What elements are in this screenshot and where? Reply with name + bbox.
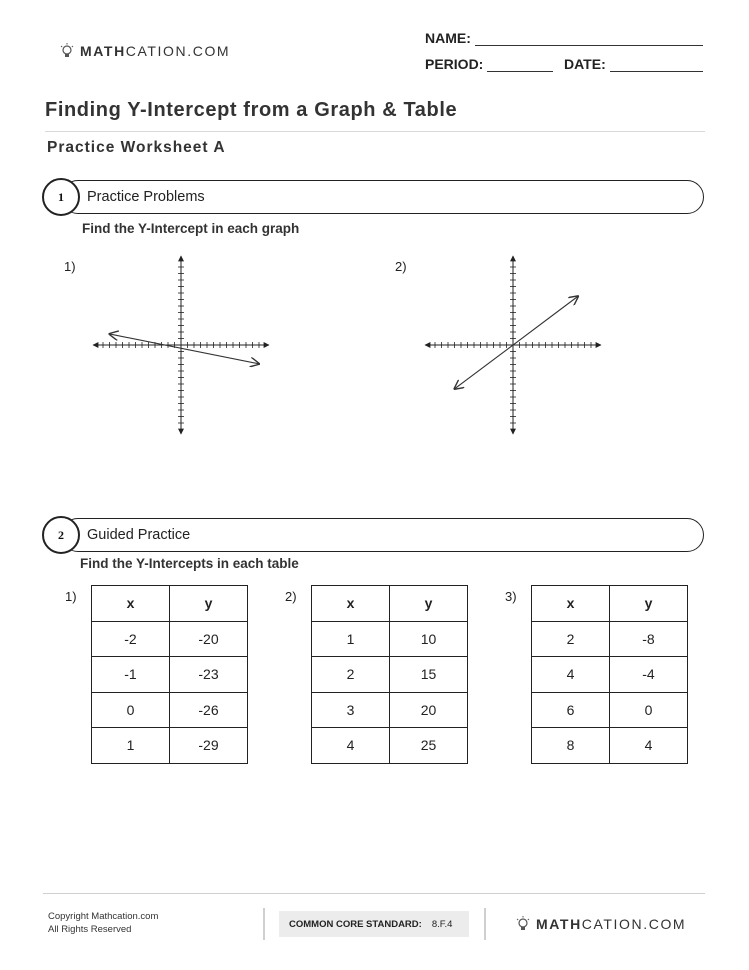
name-field (425, 30, 703, 46)
footer-separator-left (263, 908, 265, 940)
table-3-header-x: x (532, 586, 610, 622)
table-cell: -29 (170, 728, 248, 764)
table-cell: 4 (312, 728, 390, 764)
lightbulb-icon (516, 916, 530, 932)
table-row (92, 657, 248, 693)
footer-logo-bold-text: MATH (536, 916, 582, 932)
table-cell: -2 (92, 621, 170, 657)
title-divider (45, 131, 705, 132)
section-2-label: Guided Practice (87, 527, 191, 543)
table-cell: -8 (610, 621, 688, 657)
table-cell: 3 (312, 692, 390, 728)
table-cell: 15 (390, 657, 468, 693)
graph-line (455, 296, 579, 389)
table-cell: 1 (312, 621, 390, 657)
graph-2-label: 2) (395, 259, 407, 274)
section-1-instruction: Find the Y-Intercept in each graph (82, 221, 300, 236)
table-row (532, 692, 688, 728)
table-cell: 6 (532, 692, 610, 728)
name-blank-line[interactable] (475, 32, 703, 46)
page-title: Finding Y-Intercept from a Graph & Table (45, 99, 458, 121)
logo-rest-text: CATION.COM (125, 43, 231, 59)
table-cell: 25 (390, 728, 468, 764)
table-1-header-x: x (92, 586, 170, 622)
mathcation-logo (60, 43, 230, 59)
footer-separator-right (484, 908, 486, 940)
table-row (92, 728, 248, 764)
period-label: PERIOD: (425, 56, 484, 72)
table-row (92, 692, 248, 728)
graph-line (110, 334, 260, 364)
table-row (312, 657, 468, 693)
table-row (312, 692, 468, 728)
graph-1 (91, 254, 271, 436)
graph-2 (423, 254, 603, 436)
date-label: DATE: (564, 56, 606, 72)
section-1-label: Practice Problems (87, 189, 205, 205)
table-row (312, 621, 468, 657)
standard-label: COMMON CORE STANDARD: (289, 918, 422, 930)
standard-value: 8.F.4 (431, 918, 453, 930)
table-3-label: 3) (505, 589, 517, 604)
table-row (312, 728, 468, 764)
table-1-label: 1) (65, 589, 77, 604)
table-cell: 1 (92, 728, 170, 764)
date-field (564, 56, 703, 72)
table-cell: 20 (390, 692, 468, 728)
date-blank-line[interactable] (610, 58, 703, 72)
table-cell: 0 (610, 692, 688, 728)
table-cell: 0 (92, 692, 170, 728)
table-row (532, 621, 688, 657)
copyright-line-2: All Rights Reserved (48, 924, 132, 935)
table-cell: 2 (312, 657, 390, 693)
footer-logo-rest-text: CATION.COM (581, 916, 687, 932)
table-cell: -4 (610, 657, 688, 693)
table-cell: 4 (532, 657, 610, 693)
table-1 (91, 585, 248, 764)
table-row (92, 621, 248, 657)
table-cell: 10 (390, 621, 468, 657)
period-blank-line[interactable] (487, 58, 553, 72)
table-1-header-y: y (170, 586, 248, 622)
table-2-header-x: x (312, 586, 390, 622)
copyright-line-1: Copyright Mathcation.com (48, 911, 159, 922)
table-cell: -1 (92, 657, 170, 693)
table-cell: -26 (170, 692, 248, 728)
table-cell: 4 (610, 728, 688, 764)
page-subtitle: Practice Worksheet A (47, 139, 226, 156)
section-1-number-badge: 1 (42, 178, 80, 216)
name-label: NAME: (425, 30, 471, 46)
logo-bold-text: MATH (80, 43, 126, 59)
footer-divider (43, 893, 705, 894)
table-cell: 2 (532, 621, 610, 657)
period-field (425, 56, 553, 72)
table-row (532, 657, 688, 693)
table-row (532, 728, 688, 764)
table-3 (531, 585, 688, 764)
section-2-instruction: Find the Y-Intercepts in each table (80, 556, 299, 571)
table-3-header-y: y (610, 586, 688, 622)
table-cell: -23 (170, 657, 248, 693)
table-2 (311, 585, 468, 764)
table-cell: 8 (532, 728, 610, 764)
copyright-notice (48, 910, 158, 936)
footer-mathcation-logo (516, 916, 686, 932)
table-cell: -20 (170, 621, 248, 657)
common-core-standard-badge (279, 911, 469, 937)
lightbulb-icon (60, 43, 74, 59)
table-2-label: 2) (285, 589, 297, 604)
graph-1-label: 1) (64, 259, 76, 274)
section-2-number-badge: 2 (42, 516, 80, 554)
table-2-header-y: y (390, 586, 468, 622)
